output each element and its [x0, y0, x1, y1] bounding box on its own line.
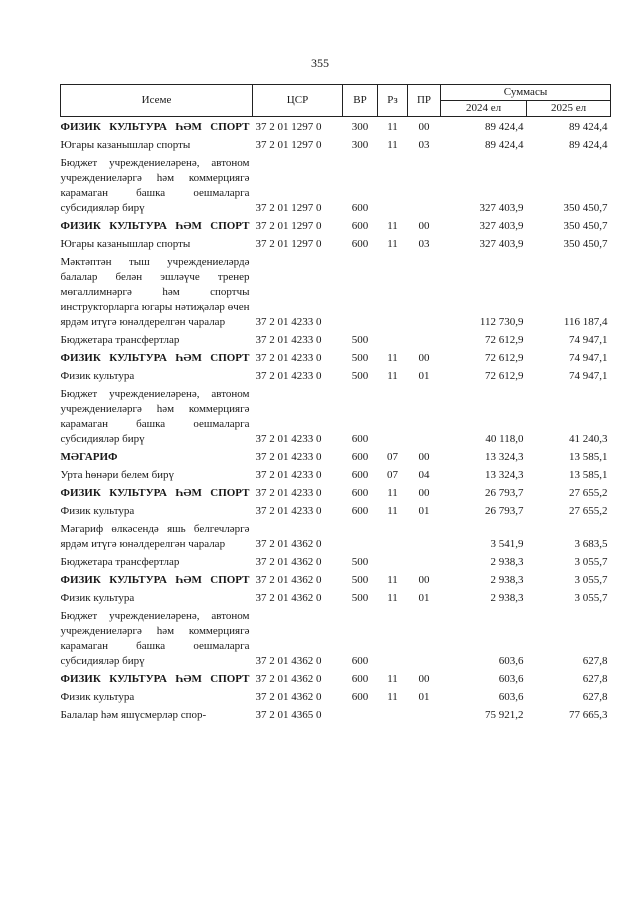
cell-sum-2024: 75 921,2	[485, 709, 524, 721]
table-row	[61, 366, 611, 384]
cell-rz: 11	[387, 487, 398, 499]
cell-sum-2024: 26 793,7	[485, 505, 524, 517]
cell-vr: 500	[351, 592, 369, 604]
cell-sum-2024: 72 612,9	[485, 370, 524, 382]
cell-csr: 37 2 01 1297 0	[255, 238, 322, 250]
table-row	[61, 519, 611, 552]
cell-sum-2024: 89 424,4	[485, 139, 524, 151]
table-row	[61, 705, 611, 723]
cell-rz: 11	[387, 220, 398, 232]
cell-vr: 500	[351, 370, 369, 382]
cell-name: Бюджетара трансфертлар	[60, 334, 180, 346]
cell-csr: 37 2 01 4233 0	[255, 505, 322, 517]
cell-csr: 37 2 01 4233 0	[255, 316, 322, 328]
table-row	[61, 447, 611, 465]
cell-name: Бюджетара трансфертлар	[60, 556, 180, 568]
cell-sum-2025: 3 055,7	[574, 592, 608, 604]
cell-sum-2025: 627,8	[582, 655, 608, 667]
cell-name: Югары казанышлар спорты	[60, 139, 191, 151]
cell-csr: 37 2 01 4233 0	[255, 370, 322, 382]
cell-rz: 11	[387, 121, 398, 133]
cell-name: Физик культура	[60, 505, 135, 517]
cell-rz: 11	[387, 352, 398, 364]
cell-sum-2024: 603,6	[498, 673, 524, 685]
cell-csr: 37 2 01 4233 0	[255, 334, 322, 346]
cell-sum-2024: 112 730,9	[479, 316, 524, 328]
cell-pr	[408, 519, 441, 552]
cell-sum-2024: 40 118,0	[485, 433, 524, 445]
cell-csr: 37 2 01 1297 0	[255, 121, 322, 133]
cell-vr	[343, 519, 378, 552]
cell-vr: 500	[351, 352, 369, 364]
cell-vr: 600	[351, 487, 369, 499]
cell-name: Мәктәптән тыш учреждениеләрдә балалар белән эшләүче тренер мөгаллимнәргә һәм спортчы инструкторларга югары нәтиҗәләр өчен ярдәм итүгә юнәлдерелгән чаралар	[60, 256, 250, 328]
cell-sum-2025: 350 450,7	[563, 220, 608, 232]
cell-rz: 11	[387, 673, 398, 685]
cell-csr: 37 2 01 1297 0	[255, 139, 322, 151]
cell-pr: 00	[418, 352, 430, 364]
cell-sum-2024: 327 403,9	[479, 202, 524, 214]
cell-csr: 37 2 01 4233 0	[255, 433, 322, 445]
cell-name: ФИЗИК КУЛЬТУРА ҺӘМ СПОРТ	[60, 121, 250, 133]
cell-vr: 600	[351, 505, 369, 517]
cell-sum-2025: 13 585,1	[569, 451, 608, 463]
cell-sum-2025: 3 683,5	[574, 538, 608, 550]
table-row	[61, 483, 611, 501]
table-row	[61, 501, 611, 519]
cell-vr: 600	[351, 673, 369, 685]
cell-sum-2025: 77 665,3	[569, 709, 608, 721]
cell-sum-2025: 627,8	[582, 673, 608, 685]
page-number: 355	[311, 56, 329, 70]
cell-rz	[378, 519, 408, 552]
table-row	[61, 552, 611, 570]
table-row	[61, 330, 611, 348]
cell-sum-2025: 89 424,4	[569, 121, 608, 133]
cell-pr: 04	[418, 469, 430, 481]
cell-csr: 37 2 01 4233 0	[255, 352, 322, 364]
cell-pr	[408, 252, 441, 330]
cell-rz	[378, 705, 408, 723]
cell-vr: 600	[351, 238, 369, 250]
cell-vr: 500	[351, 556, 369, 568]
cell-sum-2024: 603,6	[498, 655, 524, 667]
header-year-2025: 2025 ел	[527, 101, 611, 117]
cell-rz: 11	[387, 691, 398, 703]
cell-sum-2025: 350 450,7	[563, 238, 608, 250]
cell-pr	[408, 384, 441, 447]
cell-csr: 37 2 01 4233 0	[255, 469, 322, 481]
cell-rz: 07	[387, 451, 398, 463]
cell-name: Физик культура	[60, 370, 135, 382]
cell-sum-2025: 74 947,1	[569, 352, 608, 364]
cell-pr: 01	[418, 505, 430, 517]
cell-rz: 11	[387, 370, 398, 382]
table-row	[61, 234, 611, 252]
budget-table	[60, 84, 611, 723]
cell-sum-2024: 2 938,3	[490, 574, 524, 586]
header-vr: ВР	[343, 85, 378, 117]
cell-pr	[408, 705, 441, 723]
cell-csr: 37 2 01 4362 0	[255, 556, 322, 568]
cell-vr: 600	[351, 202, 369, 214]
cell-name: Бюджет учреждениеләренә, автоном учреждениеләргә һәм коммерциягә карамаган башка оешмаларга субсидияләр бирү	[60, 388, 250, 445]
cell-sum-2025: 41 240,3	[569, 433, 608, 445]
cell-pr: 00	[418, 451, 430, 463]
cell-sum-2025: 3 055,7	[574, 556, 608, 568]
cell-name: Физик культура	[60, 691, 135, 703]
cell-csr: 37 2 01 4362 0	[255, 538, 322, 550]
cell-csr: 37 2 01 4362 0	[255, 574, 322, 586]
cell-csr: 37 2 01 4362 0	[255, 655, 322, 667]
cell-vr: 600	[351, 451, 369, 463]
cell-pr: 00	[418, 673, 430, 685]
table-row	[61, 153, 611, 216]
cell-rz	[378, 153, 408, 216]
table-row	[61, 687, 611, 705]
cell-name: Балалар һәм яшүсмерләр спор-	[60, 709, 207, 721]
table-row	[61, 252, 611, 330]
cell-sum-2025: 27 655,2	[569, 487, 608, 499]
table-row	[61, 348, 611, 366]
cell-vr: 600	[351, 655, 369, 667]
cell-sum-2025: 627,8	[582, 691, 608, 703]
table-row	[61, 465, 611, 483]
cell-sum-2024: 603,6	[498, 691, 524, 703]
cell-rz: 07	[387, 469, 398, 481]
cell-pr: 00	[418, 487, 430, 499]
cell-rz: 11	[387, 592, 398, 604]
cell-vr: 600	[351, 691, 369, 703]
table-row	[61, 117, 611, 136]
cell-vr: 500	[351, 574, 369, 586]
cell-vr	[343, 252, 378, 330]
cell-name: Мәгариф өлкәсендә яшь белгечләргә ярдәм итүгә юнәлдерелгән чаралар	[60, 523, 250, 550]
cell-name: ФИЗИК КУЛЬТУРА ҺӘМ СПОРТ	[60, 673, 250, 685]
cell-csr: 37 2 01 4362 0	[255, 673, 322, 685]
cell-pr	[408, 606, 441, 669]
cell-sum-2024: 89 424,4	[485, 121, 524, 133]
cell-sum-2024: 327 403,9	[479, 220, 524, 232]
cell-pr: 01	[418, 592, 430, 604]
header-sums: Суммасы	[441, 85, 611, 101]
cell-pr: 00	[418, 121, 430, 133]
header-name: Исеме	[61, 85, 253, 117]
cell-name: Бюджет учреждениеләренә, автоном учреждениеләргә һәм коммерциягә карамаган башка оешмаларга субсидияләр бирү	[60, 610, 250, 667]
cell-csr: 37 2 01 1297 0	[255, 220, 322, 232]
cell-rz	[378, 330, 408, 348]
cell-name: Физик культура	[60, 592, 135, 604]
cell-vr: 600	[351, 220, 369, 232]
cell-csr: 37 2 01 4362 0	[255, 691, 322, 703]
cell-csr: 37 2 01 4233 0	[255, 487, 322, 499]
cell-sum-2024: 2 938,3	[490, 556, 524, 568]
cell-sum-2024: 2 938,3	[490, 592, 524, 604]
cell-sum-2025: 74 947,1	[569, 334, 608, 346]
cell-sum-2024: 26 793,7	[485, 487, 524, 499]
cell-pr: 01	[418, 370, 430, 382]
cell-vr	[343, 705, 378, 723]
cell-vr: 600	[351, 469, 369, 481]
table-row	[61, 570, 611, 588]
cell-pr	[408, 153, 441, 216]
cell-pr: 03	[418, 238, 430, 250]
cell-name: Урта һөнәри белем бирү	[60, 469, 175, 481]
header-pr: ПР	[408, 85, 441, 117]
cell-sum-2024: 327 403,9	[479, 238, 524, 250]
cell-sum-2024: 13 324,3	[485, 451, 524, 463]
cell-csr: 37 2 01 4362 0	[255, 592, 322, 604]
header-rz: Рз	[378, 85, 408, 117]
cell-rz: 11	[387, 238, 398, 250]
cell-sum-2025: 350 450,7	[563, 202, 608, 214]
cell-sum-2024: 3 541,9	[490, 538, 524, 550]
table-row	[61, 384, 611, 447]
cell-pr: 01	[418, 691, 430, 703]
cell-rz: 11	[387, 505, 398, 517]
cell-pr	[408, 552, 441, 570]
cell-rz: 11	[387, 574, 398, 586]
cell-pr: 00	[418, 220, 430, 232]
table-row	[61, 606, 611, 669]
cell-vr: 300	[351, 139, 369, 151]
cell-name: Бюджет учреждениеләренә, автоном учреждениеләргә һәм коммерциягә карамаган башка оешмаларга субсидияләр бирү	[60, 157, 250, 214]
cell-sum-2025: 27 655,2	[569, 505, 608, 517]
cell-csr: 37 2 01 4365 0	[255, 709, 322, 721]
header-csr: ЦСР	[253, 85, 343, 117]
cell-sum-2024: 72 612,9	[485, 334, 524, 346]
cell-rz: 11	[387, 139, 398, 151]
table-row	[61, 216, 611, 234]
cell-name: ФИЗИК КУЛЬТУРА ҺӘМ СПОРТ	[60, 220, 250, 232]
cell-rz	[378, 384, 408, 447]
table-header	[61, 85, 611, 117]
cell-sum-2025: 89 424,4	[569, 139, 608, 151]
table-body	[61, 117, 611, 724]
cell-rz	[378, 606, 408, 669]
header-year-2024: 2024 ел	[441, 101, 527, 117]
cell-name: ФИЗИК КУЛЬТУРА ҺӘМ СПОРТ	[60, 487, 250, 499]
cell-sum-2024: 13 324,3	[485, 469, 524, 481]
cell-name: ФИЗИК КУЛЬТУРА ҺӘМ СПОРТ	[60, 352, 250, 364]
cell-pr	[408, 330, 441, 348]
cell-pr: 00	[418, 574, 430, 586]
table-row	[61, 135, 611, 153]
cell-name: ФИЗИК КУЛЬТУРА ҺӘМ СПОРТ	[60, 574, 250, 586]
cell-sum-2025: 74 947,1	[569, 370, 608, 382]
cell-vr: 600	[351, 433, 369, 445]
cell-pr: 03	[418, 139, 430, 151]
cell-sum-2025: 3 055,7	[574, 574, 608, 586]
cell-name: МӘГАРИФ	[60, 451, 118, 463]
cell-rz	[378, 252, 408, 330]
cell-sum-2025: 13 585,1	[569, 469, 608, 481]
table-row	[61, 588, 611, 606]
table-row	[61, 669, 611, 687]
cell-vr: 300	[351, 121, 369, 133]
cell-rz	[378, 552, 408, 570]
cell-sum-2025: 116 187,4	[563, 316, 608, 328]
cell-name: Югары казанышлар спорты	[60, 238, 191, 250]
cell-csr: 37 2 01 1297 0	[255, 202, 322, 214]
cell-csr: 37 2 01 4233 0	[255, 451, 322, 463]
cell-vr: 500	[351, 334, 369, 346]
cell-sum-2024: 72 612,9	[485, 352, 524, 364]
